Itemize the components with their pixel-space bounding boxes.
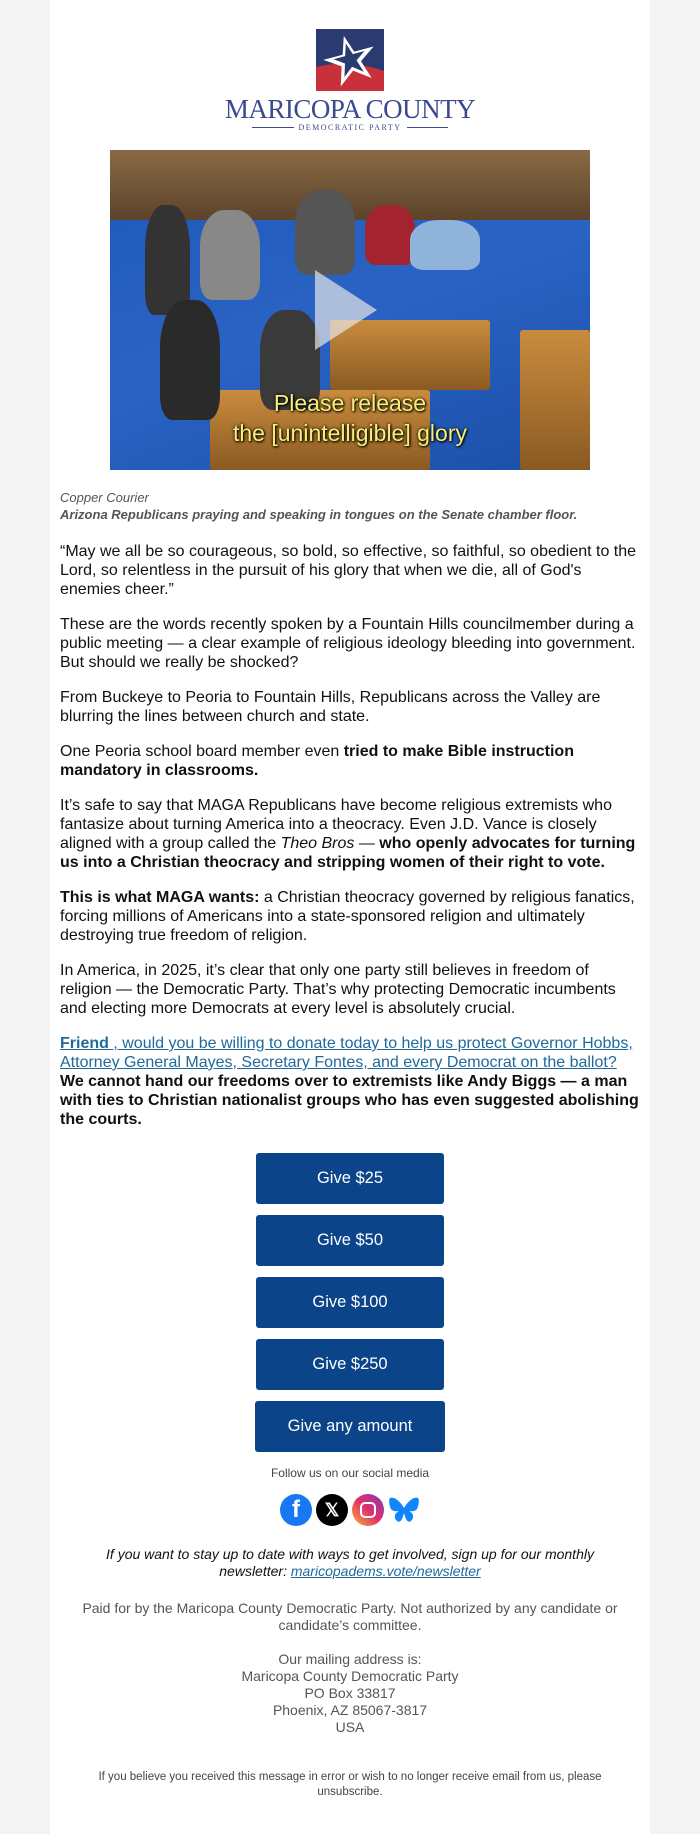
caption-source: Copper Courier [60, 490, 149, 505]
bold-text: tried to make Bible instruction mandatory in classrooms. [60, 743, 574, 779]
social-links [50, 1494, 650, 1526]
paragraph: In America, in 2025, it’s clear that only one party still believes in freedom of religion — the Democratic Party. That’s why protecting Democratic incumbents and electing more Democrats at every level is absolutely crucial. [60, 962, 616, 1017]
address-line: Phoenix, AZ 85067-3817 [272, 1702, 428, 1718]
instagram-icon[interactable] [352, 1494, 384, 1526]
newsletter-link[interactable]: maricopadems.vote/newsletter [290, 1563, 481, 1579]
bold-text: This is what MAGA wants: [60, 889, 260, 906]
give-50-button[interactable]: Give $50 [256, 1215, 444, 1266]
video-person [410, 220, 480, 270]
video-thumbnail[interactable] [110, 150, 590, 470]
donate-link[interactable] [60, 1035, 633, 1071]
address-line: USA [335, 1719, 365, 1735]
image-caption: Arizona Republicans praying and speaking in tongues on the Senate chamber floor. [60, 507, 578, 522]
give-100-button[interactable]: Give $100 [256, 1277, 444, 1328]
video-person [145, 205, 190, 315]
bold-text: who openly advocates for turning us into a Christian theocracy and stripping women of their right to vote. [60, 835, 636, 871]
logo-subtitle-text: DEMOCRATIC PARTY [298, 123, 402, 132]
paragraph [60, 1034, 640, 1129]
friend-text: Friend [60, 1035, 114, 1052]
newsletter-note [90, 1546, 610, 1580]
paragraph: “May we all be so courageous, so bold, so effective, so faithful, so obedient to the Lord, so relentless in the pursuit of his glory that when we die, all of God's enemies cheer.” [60, 543, 637, 598]
play-icon[interactable] [315, 270, 377, 350]
paragraph [60, 742, 640, 780]
unsubscribe-text: If you believe you received this message in error or wish to no longer receive email from us, please [98, 1771, 602, 1783]
paragraph [60, 888, 640, 945]
address-label: Our mailing address is: [278, 1651, 422, 1667]
video-subtitle: the [unintelligible] glory [233, 420, 467, 446]
video-person [295, 190, 355, 275]
mailing-address [70, 1651, 630, 1736]
content-flow [50, 542, 650, 1800]
link-text: , would you be willing to donate today to help us protect Governor Hobbs, Attorney General Mayes, Secretary Fontes, and every Democrat on the ballot? [60, 1035, 633, 1071]
video-person [200, 210, 260, 300]
text: — [354, 835, 380, 852]
address-line: PO Box 33817 [304, 1685, 396, 1701]
social-label: Follow us on our social media [270, 1466, 430, 1480]
logo-subtitle [252, 123, 448, 132]
video-subtitle: Please release [273, 390, 427, 416]
email-body [50, 0, 650, 1834]
paragraph: From Buckeye to Peoria to Fountain Hills, Republicans across the Valley are blurring the lines between church and state. [60, 689, 601, 725]
party-logo-star-icon [316, 29, 384, 91]
bluesky-icon[interactable] [388, 1494, 420, 1526]
italic-text: Theo Bros [280, 835, 355, 852]
bold-text: We cannot hand our freedoms over to extremists like Andy Biggs — a man with ties to Christian nationalist groups who has even suggested abolishing the courts. [60, 1073, 639, 1128]
text: a Christian theocracy governed by religious fanatics, forcing millions of Americans into a state-sponsored religion and ultimately destroying true freedom of religion. [60, 889, 635, 944]
give-25-button[interactable]: Give $25 [256, 1153, 444, 1204]
facebook-icon[interactable]: f [280, 1494, 312, 1526]
message-body [60, 542, 640, 1129]
paid-for-disclaimer: Paid for by the Maricopa County Democratic Party. Not authorized by any candidate or candidate’s committee. [82, 1600, 618, 1633]
give-any-amount-button[interactable]: Give any amount [255, 1401, 445, 1452]
paragraph [60, 796, 640, 872]
text: One Peoria school board member even [60, 743, 344, 760]
give-250-button[interactable]: Give $250 [256, 1339, 444, 1390]
text: It’s safe to say that MAGA Republicans have become religious extremists who fantasize about turning America into a theocracy. Even J.D. Vance is closely aligned with a group called the [60, 797, 612, 852]
paragraph: These are the words recently spoken by a Fountain Hills councilmember during a public meeting — a clear example of religious ideology bleeding into government. But should we really be shocked? [60, 616, 636, 671]
unsubscribe-note [70, 1770, 630, 1800]
video-person [365, 205, 415, 265]
donation-buttons [50, 1153, 650, 1452]
x-icon[interactable]: 𝕏 [316, 1494, 348, 1526]
address-line: Maricopa County Democratic Party [241, 1668, 459, 1684]
unsubscribe-link[interactable]: unsubscribe. [317, 1786, 383, 1798]
logo-title: MARICOPA COUNTY [224, 94, 476, 124]
newsletter-text: If you want to stay up to date with ways to get involved, sign up for our monthly newsletter: [106, 1546, 594, 1579]
